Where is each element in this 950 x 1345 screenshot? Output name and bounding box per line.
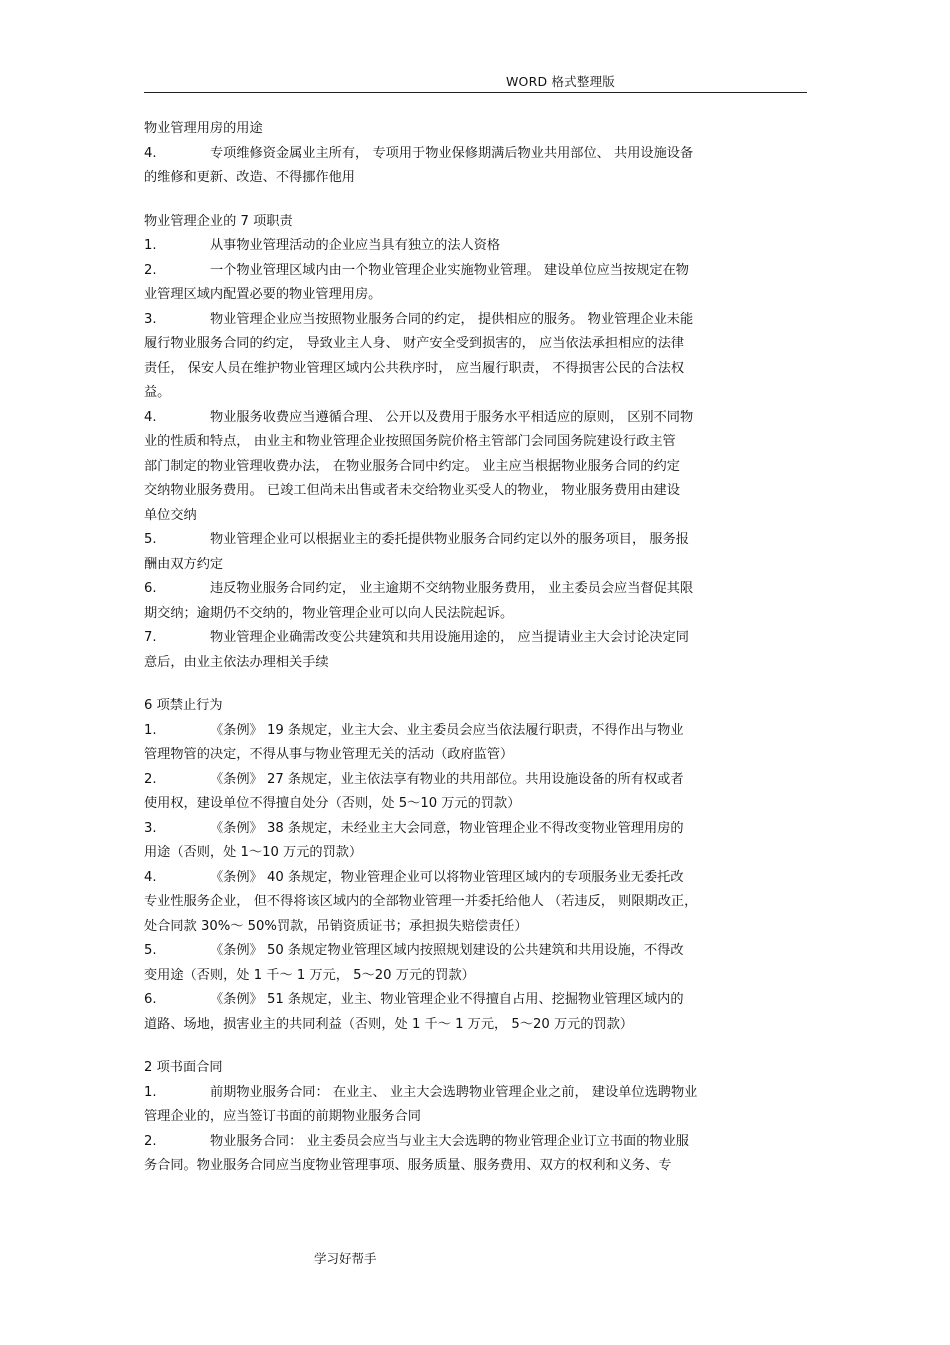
- text-line: [144, 142, 807, 167]
- line-text: 违反物业服务合同约定， 业主逾期不交纳物业服务费用， 业主委员会应当督促其限: [210, 581, 694, 596]
- item-number: 5.: [144, 943, 157, 958]
- section-heading: 2 项书面合同: [144, 1060, 223, 1075]
- item-number: 3.: [144, 311, 157, 327]
- section-heading: 物业管理企业的 7 项职责: [144, 213, 293, 229]
- text-line: [144, 1130, 807, 1155]
- text-line: [144, 308, 807, 333]
- section-heading: 物业管理用房的用途: [144, 121, 263, 136]
- item-number: 1.: [144, 722, 157, 738]
- line-text: 一个物业管理区域内由一个物业管理企业实施物业管理。 建设单位应当按规定在物: [210, 262, 689, 278]
- line-text: 《条例》 27 条规定，业主依法享有物业的共用部位。共用设施设备的所有权或者: [210, 771, 684, 787]
- item-number: 4.: [144, 869, 157, 885]
- line-text: 意后，由业主依法办理相关手续: [144, 654, 329, 670]
- item-number: 1.: [144, 1084, 157, 1100]
- item-number: 6.: [144, 581, 157, 596]
- line-text: 物业管理企业确需改变公共建筑和共用设施用途的， 应当提请业主大会讨论决定同: [210, 630, 689, 645]
- text-line: [144, 890, 807, 915]
- line-text: 专业性服务企业， 但不得将该区域内的全部物业管理一并委托给他人 （若违反， 则限期改正，: [144, 894, 698, 909]
- text-line: [144, 1105, 807, 1130]
- text-line: [144, 866, 807, 891]
- line-text: 物业服务收费应当遵循合理、 公开以及费用于服务水平相适应的原则， 区别不同物: [210, 409, 694, 425]
- line-text: 管理物管的决定，不得从事与物业管理无关的活动（政府监管）: [144, 747, 514, 762]
- line-text: 处合同款 30%～ 50%罚款，吊销资质证书；承担损失赔偿责任）: [144, 918, 528, 934]
- text-line: [144, 626, 807, 651]
- line-text: 单位交纳: [144, 507, 197, 523]
- text-line: [144, 602, 807, 627]
- text-line: [144, 841, 807, 866]
- line-text: 《条例》 40 条规定，物业管理企业可以将物业管理区域内的专项服务业无委托改: [210, 869, 684, 885]
- item-number: 7.: [144, 630, 157, 645]
- text-line: [144, 479, 807, 504]
- line-text: 《条例》 38 条规定，未经业主大会同意，物业管理企业不得改变物业管理用房的: [210, 820, 684, 836]
- line-text: 物业服务合同： 业主委员会应当与业主大会选聘的物业管理企业订立书面的物业服: [210, 1133, 689, 1149]
- line-text: 用途（否则，处 1～10 万元的罚款）: [144, 845, 363, 860]
- item-number: 2.: [144, 1133, 157, 1149]
- line-text: 业的性质和特点， 由业主和物业管理企业按照国务院价格主管部门会同国务院建设行政主管: [144, 434, 676, 449]
- text-line: [144, 528, 807, 553]
- item-number: 4.: [144, 409, 157, 425]
- section-gap: [144, 675, 807, 694]
- text-line: [144, 166, 807, 191]
- text-line: [144, 381, 807, 406]
- item-number: 3.: [144, 820, 157, 836]
- header-title: WORD 格式整理版: [506, 74, 615, 89]
- line-text: 《条例》 50 条规定物业管理区域内按照规划建设的公共建筑和共用设施，不得改: [210, 943, 684, 958]
- line-text: 《条例》 51 条规定，业主、物业管理企业不得擅自占用、挖掘物业管理区域内的: [210, 992, 684, 1007]
- text-line: [144, 743, 807, 768]
- page-header: [144, 70, 807, 93]
- line-text: 前期物业服务合同： 在业主、 业主大会选聘物业管理企业之前， 建设单位选聘物业: [210, 1084, 698, 1100]
- page-footer: 学习好帮手: [314, 1251, 377, 1266]
- item-number: 6.: [144, 992, 157, 1007]
- line-text: 《条例》 19 条规定，业主大会、业主委员会应当依法履行职责，不得作出与物业: [210, 722, 684, 738]
- line-text: 履行物业服务合同的约定， 导致业主人身、 财产安全受到损害的， 应当依法承担相应的法律: [144, 336, 685, 351]
- item-number: 1.: [144, 238, 157, 253]
- line-text: 责任， 保安人员在维护物业管理区域内公共秩序时， 应当履行职责， 不得损害公民的合法权: [144, 360, 685, 376]
- text-line: [144, 430, 807, 455]
- item-number: 5.: [144, 532, 157, 547]
- text-line: [144, 553, 807, 578]
- text-line: [144, 259, 807, 284]
- text-line: [144, 1081, 807, 1106]
- section-gap: [144, 191, 807, 210]
- line-text: 益。: [144, 385, 171, 400]
- line-text: 期交纳；逾期仍不交纳的，物业管理企业可以向人民法院起诉。: [144, 605, 514, 621]
- document-body: [144, 117, 807, 1179]
- line-text: 管理企业的，应当签订书面的前期物业服务合同: [144, 1109, 421, 1124]
- text-line: [144, 577, 807, 602]
- line-text: 道路、场地，损害业主的共同利益（否则，处 1 千～ 1 万元， 5～20 万元的罚款）: [144, 1016, 634, 1032]
- line-text: 交纳物业服务费用。 已竣工但尚未出售或者未交给物业买受人的物业， 物业服务费用由建设: [144, 483, 680, 498]
- text-line: [144, 939, 807, 964]
- text-line: [144, 817, 807, 842]
- item-number: 2.: [144, 262, 157, 278]
- section-heading: 6 项禁止行为: [144, 698, 223, 713]
- text-line: [144, 283, 807, 308]
- line-text: 部门制定的物业管理收费办法， 在物业服务合同中约定。 业主应当根据物业服务合同的约定: [144, 458, 680, 474]
- item-number: 2.: [144, 771, 157, 787]
- line-text: 务合同。物业服务合同应当度物业管理事项、服务质量、服务费用、双方的权利和义务、专: [144, 1158, 672, 1173]
- text-line: [144, 719, 807, 744]
- line-text: 业管理区域内配置必要的物业管理用房。: [144, 287, 382, 302]
- line-text: 酬由双方约定: [144, 556, 224, 572]
- item-number: 4.: [144, 145, 157, 161]
- text-line: [144, 915, 807, 940]
- line-text: 变用途（否则，处 1 千～ 1 万元， 5～20 万元的罚款）: [144, 967, 475, 983]
- text-line: [144, 406, 807, 431]
- text-line: [144, 792, 807, 817]
- text-line: [144, 504, 807, 529]
- text-line: [144, 234, 807, 259]
- section-gap: [144, 1037, 807, 1056]
- text-line: [144, 1013, 807, 1038]
- text-line: [144, 651, 807, 676]
- text-line: [144, 964, 807, 989]
- line-text: 物业管理企业可以根据业主的委托提供物业服务合同约定以外的服务项目， 服务报: [210, 532, 689, 547]
- text-line: [144, 988, 807, 1013]
- line-text: 使用权，建设单位不得擅自处分（否则，处 5～10 万元的罚款）: [144, 796, 521, 811]
- line-text: 物业管理企业应当按照物业服务合同的约定， 提供相应的服务。 物业管理企业未能: [210, 311, 694, 327]
- text-line: [144, 1154, 807, 1179]
- text-line: [144, 768, 807, 793]
- line-text: 专项维修资金属业主所有， 专项用于物业保修期满后物业共用部位、 共用设施设备: [210, 145, 694, 161]
- text-line: [144, 357, 807, 382]
- text-line: [144, 455, 807, 480]
- line-text: 从事物业管理活动的企业应当具有独立的法人资格: [210, 238, 501, 253]
- line-text: 的维修和更新、改造、不得挪作他用: [144, 170, 355, 185]
- text-line: [144, 332, 807, 357]
